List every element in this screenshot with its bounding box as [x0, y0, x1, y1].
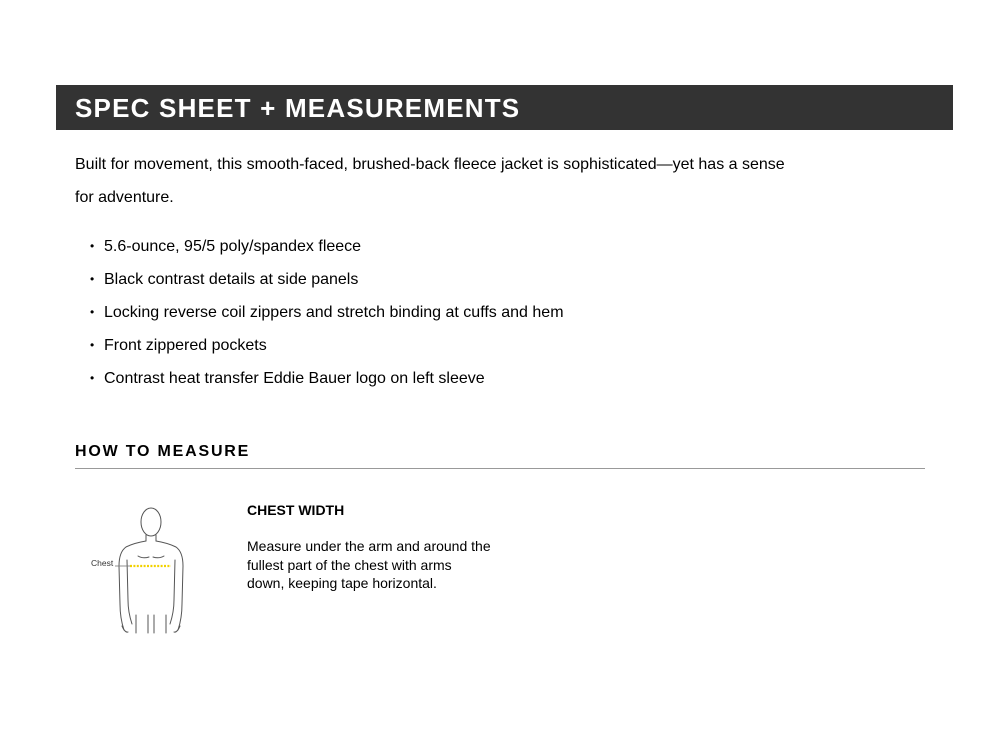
- chest-figure-label: Chest: [91, 558, 114, 568]
- feature-list: [75, 230, 564, 395]
- chest-measurement-figure: [88, 500, 198, 640]
- bullet-icon: •: [90, 371, 95, 385]
- bullet-icon: •: [90, 305, 95, 319]
- body-outline-icon: [88, 500, 198, 640]
- list-item: [75, 296, 564, 329]
- feature-text: Locking reverse coil zippers and stretch binding at cuffs and hem: [104, 304, 564, 321]
- bullet-icon: •: [90, 272, 95, 286]
- bullet-icon: •: [90, 239, 95, 253]
- list-item: [75, 263, 564, 296]
- feature-text: Black contrast details at side panels: [104, 271, 359, 288]
- feature-text: Front zippered pockets: [104, 337, 267, 354]
- product-description: Built for movement, this smooth-faced, brushed-back fleece jacket is sophisticated—yet has a sense for adventure.: [75, 156, 785, 206]
- divider: [75, 468, 925, 469]
- feature-text: Contrast heat transfer Eddie Bauer logo on left sleeve: [104, 370, 485, 387]
- chest-width-instructions: Measure under the arm and around the fullest part of the chest with arms down, keeping tape horizontal.: [247, 538, 491, 591]
- feature-text: 5.6-ounce, 95/5 poly/spandex fleece: [104, 238, 362, 255]
- bullet-icon: •: [90, 338, 95, 352]
- list-item: [75, 230, 564, 263]
- chest-width-title: CHEST WIDTH: [247, 502, 345, 518]
- list-item: [75, 362, 564, 395]
- section-heading: HOW TO MEASURE: [75, 443, 251, 460]
- list-item: [75, 329, 564, 362]
- page-title: SPEC SHEET + MEASUREMENTS: [75, 93, 521, 123]
- header-bar: [56, 85, 953, 130]
